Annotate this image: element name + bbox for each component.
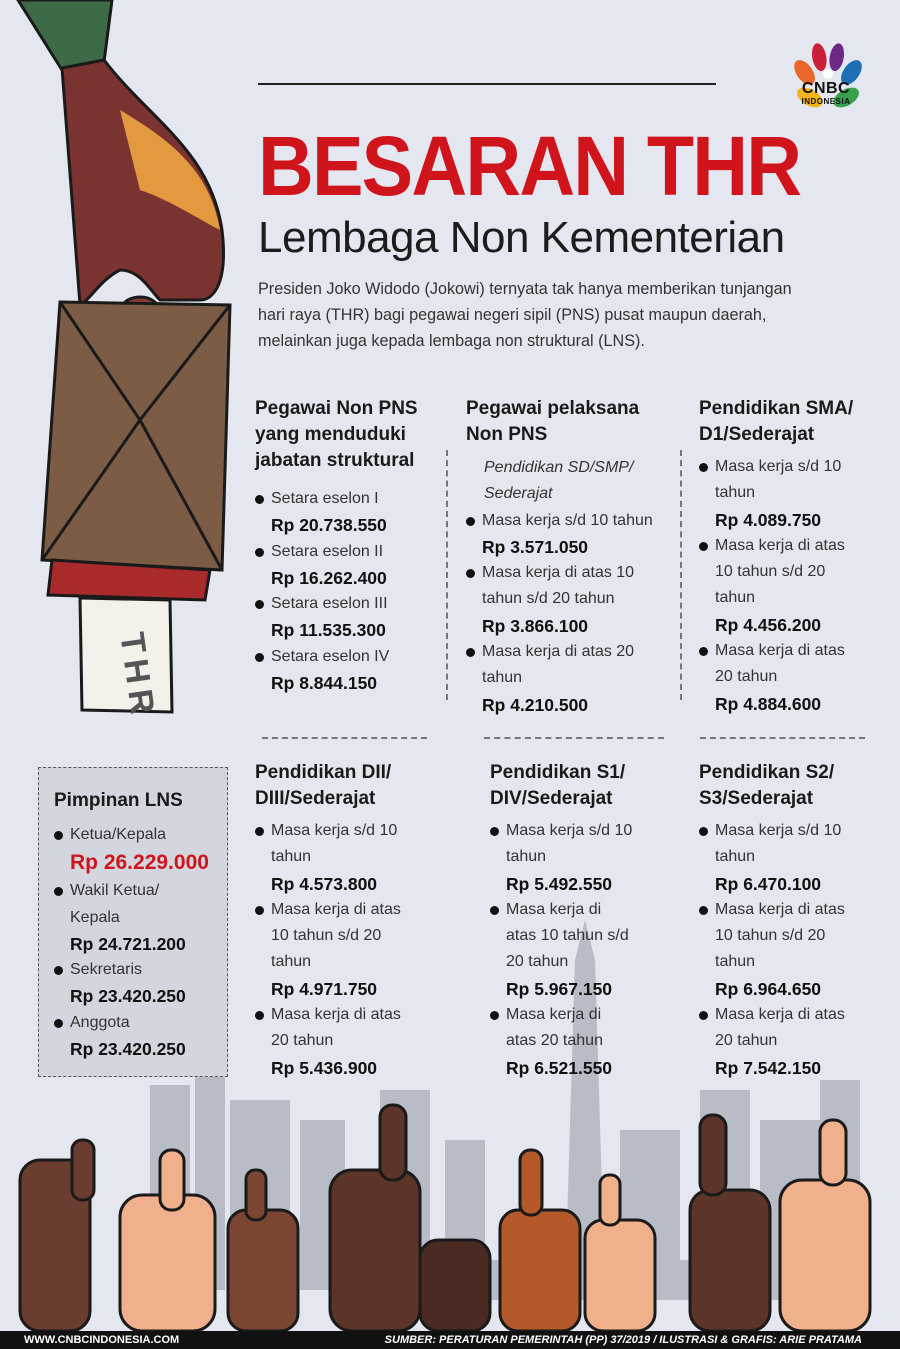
list-item: Masa kerja di atas [255, 897, 445, 923]
section-heading: Pendidikan DII/ DIII/Sederajat [255, 762, 392, 809]
amount: Rp 7.542.150 [715, 1057, 822, 1078]
amount-highlight: Rp 26.229.000 [70, 851, 209, 875]
logo-sub-text: INDONESIA [801, 97, 851, 106]
section-non-pns-struktural [255, 396, 445, 696]
list-item-cont: atas 20 tahun [506, 1032, 603, 1050]
list-item-cont: Kepala [70, 908, 120, 926]
list-item-cont: tahun [482, 669, 523, 687]
list-item-cont: atas 10 tahun s/d [506, 927, 629, 945]
amount: Rp 23.420.250 [70, 986, 186, 1007]
amount: Rp 6.521.550 [506, 1057, 613, 1078]
sma-list [699, 454, 879, 717]
hand-holding-envelope-illustration [18, 0, 230, 712]
list-item: Masa kerja di [490, 897, 670, 923]
list-item-cont: 10 tahun s/d 20 [271, 927, 382, 945]
list-item: Setara eselon III [255, 591, 445, 617]
section-heading: Pendidikan SMA/ D1/Sederajat [699, 398, 854, 445]
diploma-list [255, 818, 445, 1081]
list-item: Masa kerja di atas [699, 638, 879, 664]
list-item-cont: 20 tahun [506, 953, 569, 971]
list-item: Sekretaris [54, 957, 227, 983]
amount: Rp 6.470.100 [715, 873, 822, 894]
list-item: Anggota [54, 1010, 227, 1036]
list-item-cont: 10 tahun s/d 20 [715, 563, 826, 581]
logo-brand-text: CNBC [801, 80, 851, 97]
list-item-cont: 20 tahun [715, 668, 778, 686]
amount: Rp 3.866.100 [482, 615, 589, 636]
list-item-cont: tahun [715, 953, 756, 971]
list-item: Masa kerja di atas [699, 533, 879, 559]
amount: Rp 4.456.200 [715, 614, 822, 635]
amount: Rp 5.492.550 [506, 873, 613, 894]
list-item-cont: tahun [271, 953, 312, 971]
amount: Rp 11.535.300 [271, 620, 386, 641]
list-item: Masa kerja di atas 10 [466, 560, 676, 586]
pimpinan-list [54, 822, 227, 1062]
section-pimpinan-lns [38, 767, 228, 1077]
envelope-thr-label: THR [112, 630, 163, 723]
amount: Rp 8.844.150 [271, 673, 378, 694]
intro-paragraph: Presiden Joko Widodo (Jokowi) ternyata tak hanya memberikan tunjangan hari raya (THR) bagi pegawai negeri sipil (PNS) pusat maupun daerah, melainkan juga kepada lembaga non struktural (LNS). [258, 280, 792, 350]
amount: Rp 4.210.500 [482, 694, 589, 715]
section-s2 [699, 760, 879, 1081]
list-item: Setara eselon IV [255, 644, 445, 670]
list-item-cont: 20 tahun [715, 1032, 778, 1050]
list-item-cont: tahun [715, 589, 756, 607]
list-item-cont: tahun [506, 848, 547, 866]
row-divider [700, 737, 865, 739]
section-heading: Pimpinan LNS [54, 790, 183, 811]
list-item: Masa kerja di atas [699, 1002, 879, 1028]
list-item-cont: tahun [715, 848, 756, 866]
amount: Rp 4.573.800 [271, 873, 378, 894]
row-divider [262, 737, 427, 739]
amount: Rp 24.721.200 [70, 933, 186, 954]
amount: Rp 5.436.900 [271, 1057, 378, 1078]
amount: Rp 5.967.150 [506, 978, 613, 999]
section-s1 [490, 760, 670, 1081]
footer-source: SUMBER: PERATURAN PEMERINTAH (PP) 37/2019 / ILUSTRASI & GRAFIS: ARIE PRATAMA [384, 1334, 862, 1346]
list-item: Masa kerja di atas [699, 897, 879, 923]
amount: Rp 4.089.750 [715, 509, 822, 530]
amount: Rp 6.964.650 [715, 978, 822, 999]
amount: Rp 16.262.400 [271, 567, 387, 588]
amount: Rp 23.420.250 [70, 1039, 186, 1060]
list-item: Masa kerja di [490, 1002, 670, 1028]
page-title: BESARAN THR [258, 119, 801, 213]
footer-bar [0, 1331, 900, 1349]
list-item-cont: 20 tahun [271, 1032, 334, 1050]
row-divider [484, 737, 664, 739]
list-item: Masa kerja s/d 10 [699, 818, 879, 844]
pelaksana-list [466, 508, 676, 718]
footer-website-link[interactable]: WWW.CNBCINDONESIA.COM [24, 1334, 180, 1346]
column-divider [446, 450, 448, 700]
list-item-cont: 10 tahun s/d 20 [715, 927, 826, 945]
eselon-list [255, 486, 445, 696]
amount: Rp 20.738.550 [271, 515, 387, 536]
amount: Rp 4.884.600 [715, 693, 822, 714]
list-item: Setara eselon I [255, 486, 445, 512]
section-heading: Pegawai pelaksana Non PNS [466, 398, 640, 445]
section-sma [699, 396, 879, 717]
list-item: Setara eselon II [255, 539, 445, 565]
section-pelaksana [466, 396, 676, 718]
list-item: Masa kerja s/d 10 [255, 818, 445, 844]
amount: Rp 4.971.750 [271, 978, 378, 999]
list-item-cont: tahun [271, 848, 312, 866]
section-heading: Pegawai Non PNS yang menduduki jabatan struktural [255, 398, 418, 471]
s1-list [490, 818, 670, 1081]
list-item: Masa kerja s/d 10 [490, 818, 670, 844]
list-item: Masa kerja di atas [255, 1002, 445, 1028]
section-heading: Pendidikan S2/ S3/Sederajat [699, 762, 835, 809]
list-item: Wakil Ketua/ [54, 878, 227, 904]
list-item: Ketua/Kepala [54, 822, 227, 848]
header-divider [258, 83, 716, 85]
column-divider [680, 450, 682, 700]
page-subtitle: Lembaga Non Kementerian [258, 213, 785, 262]
section-diploma [255, 760, 445, 1081]
list-item-cont: tahun [715, 484, 756, 502]
section-subheading: Pendidikan SD/SMP/ Sederajat [484, 459, 634, 503]
list-item: Masa kerja s/d 10 tahun [466, 508, 676, 534]
list-item-cont: tahun s/d 20 tahun [482, 590, 615, 608]
list-item: Masa kerja di atas 20 [466, 639, 676, 665]
amount: Rp 3.571.050 [482, 536, 589, 557]
s2-list [699, 818, 879, 1081]
section-heading: Pendidikan S1/ DIV/Sederajat [490, 762, 626, 809]
list-item: Masa kerja s/d 10 [699, 454, 879, 480]
